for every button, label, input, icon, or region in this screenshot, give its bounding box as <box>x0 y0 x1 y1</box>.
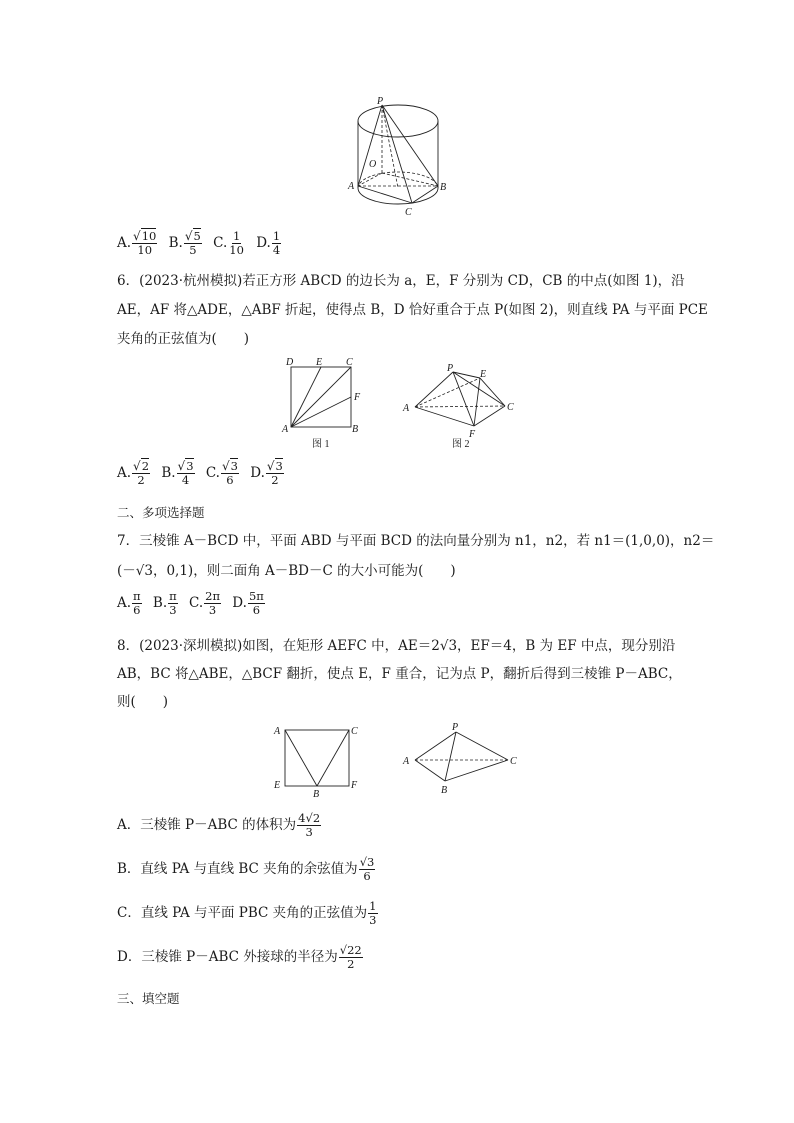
q8-line1: 8．(2023·深圳模拟)如图，在矩形 AEFC 中，AE＝2√3，EF＝4，B 为 EF 中点，现分别沿 <box>117 638 676 654</box>
label-c: C <box>405 207 412 218</box>
q5-option-c[interactable]: C. $\frac{1}{10}$ <box>213 229 244 257</box>
fig1-label-b: B <box>352 424 359 435</box>
fig2-label-e: E <box>480 369 487 380</box>
q7-line2: (－√3，0,1)，则二面角 A－BD－C 的大小可能为( ) <box>117 563 456 579</box>
label-a: A <box>348 181 355 192</box>
label-b: B <box>440 182 447 193</box>
label-o: O <box>369 159 377 170</box>
q6-option-a[interactable]: A. $\frac{√2}{2}$ <box>117 459 150 487</box>
rect-label-b: B <box>313 789 320 798</box>
rect-label-e: E <box>274 780 281 791</box>
tetra-label-p: P <box>452 722 459 733</box>
q8-option-a[interactable]: A．三棱锥 P－ABC 的体积为 $\frac{4√2}{3}$ <box>117 811 321 839</box>
q7-option-b[interactable]: B. $\frac{\pi}{3}$ <box>152 589 177 617</box>
label-p: P <box>377 96 384 107</box>
q5-option-a[interactable]: A. $\frac{√10}{10}$ <box>117 229 157 257</box>
fig2-label-f: F <box>469 429 476 440</box>
q8-line3: 则( ) <box>117 694 169 710</box>
rect-label-a: A <box>274 726 281 737</box>
section-2-heading: 二、多项选择题 <box>117 505 205 520</box>
q6-figure-2 <box>398 360 523 450</box>
fig1-label-f: F <box>354 392 361 403</box>
q6-option-d[interactable]: D. $\frac{√3}{2}$ <box>250 459 283 487</box>
q5-option-b[interactable]: B. $\frac{√5}{5}$ <box>168 229 201 257</box>
fig1-caption: 图 1 <box>312 439 330 450</box>
tetra-label-b: B <box>441 785 448 796</box>
fig1-label-c: C <box>346 357 353 368</box>
cylinder-figure <box>340 95 460 220</box>
fig2-label-p: P <box>447 363 454 374</box>
rect-label-c: C <box>351 726 358 737</box>
q8-option-c[interactable]: C．直线 PA 与平面 PBC 夹角的正弦值为 $\frac{1}{3}$ <box>117 899 377 927</box>
q7-line1: 7．三棱锥 A－BCD 中，平面 ABD 与平面 BCD 的法向量分别为 n1，n2，若 n1＝(1,0,0)，n2＝ <box>117 533 715 549</box>
q5-option-d[interactable]: D. $\frac{1}{4}$ <box>256 229 281 257</box>
section-3-heading: 三、填空题 <box>117 991 180 1006</box>
q6-line1: 6．(2023·杭州模拟)若正方形 ABCD 的边长为 a，E，F 分别为 CD，CB 的中点(如图 1)，沿 <box>117 273 685 289</box>
q6-line2: AE，AF 将△ADE，△ABF 折起，使得点 B，D 恰好重合于点 P(如图 2)，则直线 PA 与平面 PCE <box>117 302 708 318</box>
q8-option-d[interactable]: D．三棱锥 P－ABC 外接球的半径为 $\frac{√22}{2}$ <box>117 943 362 971</box>
q5-options <box>117 230 288 257</box>
q6-option-b[interactable]: B. $\frac{√3}{4}$ <box>161 459 194 487</box>
fig2-label-a: A <box>403 403 410 414</box>
q8-figure-rectangle <box>270 720 365 798</box>
q8-figure-tetrahedron <box>398 718 526 798</box>
tetra-label-a: A <box>403 756 410 767</box>
rect-label-f: F <box>351 780 358 791</box>
q7-options <box>117 590 272 617</box>
fig2-label-c: C <box>507 402 514 413</box>
fig1-label-d: D <box>286 357 294 368</box>
q6-line3: 夹角的正弦值为( ) <box>117 331 250 347</box>
q6-options <box>117 460 291 487</box>
fig1-label-a: A <box>282 424 289 435</box>
q8-line2: AB，BC 将△ABE，△BCF 翻折，使点 E，F 重合，记为点 P，翻折后得到三棱锥 P－ABC， <box>117 666 682 682</box>
q7-option-c[interactable]: C. $\frac{2\pi}{3}$ <box>188 589 220 617</box>
fig2-caption: 图 2 <box>452 439 470 450</box>
q7-option-d[interactable]: D. $\frac{5\pi}{6}$ <box>232 589 264 617</box>
tetra-label-c: C <box>510 756 517 767</box>
q8-option-b[interactable]: B．直线 PA 与直线 BC 夹角的余弦值为 $\frac{√3}{6}$ <box>117 855 375 883</box>
fig1-label-e: E <box>316 357 323 368</box>
q7-option-a[interactable]: A. $\frac{\pi}{6}$ <box>117 589 141 617</box>
q6-option-c[interactable]: C. $\frac{√3}{6}$ <box>205 459 238 487</box>
q6-figure-1 <box>280 355 365 450</box>
